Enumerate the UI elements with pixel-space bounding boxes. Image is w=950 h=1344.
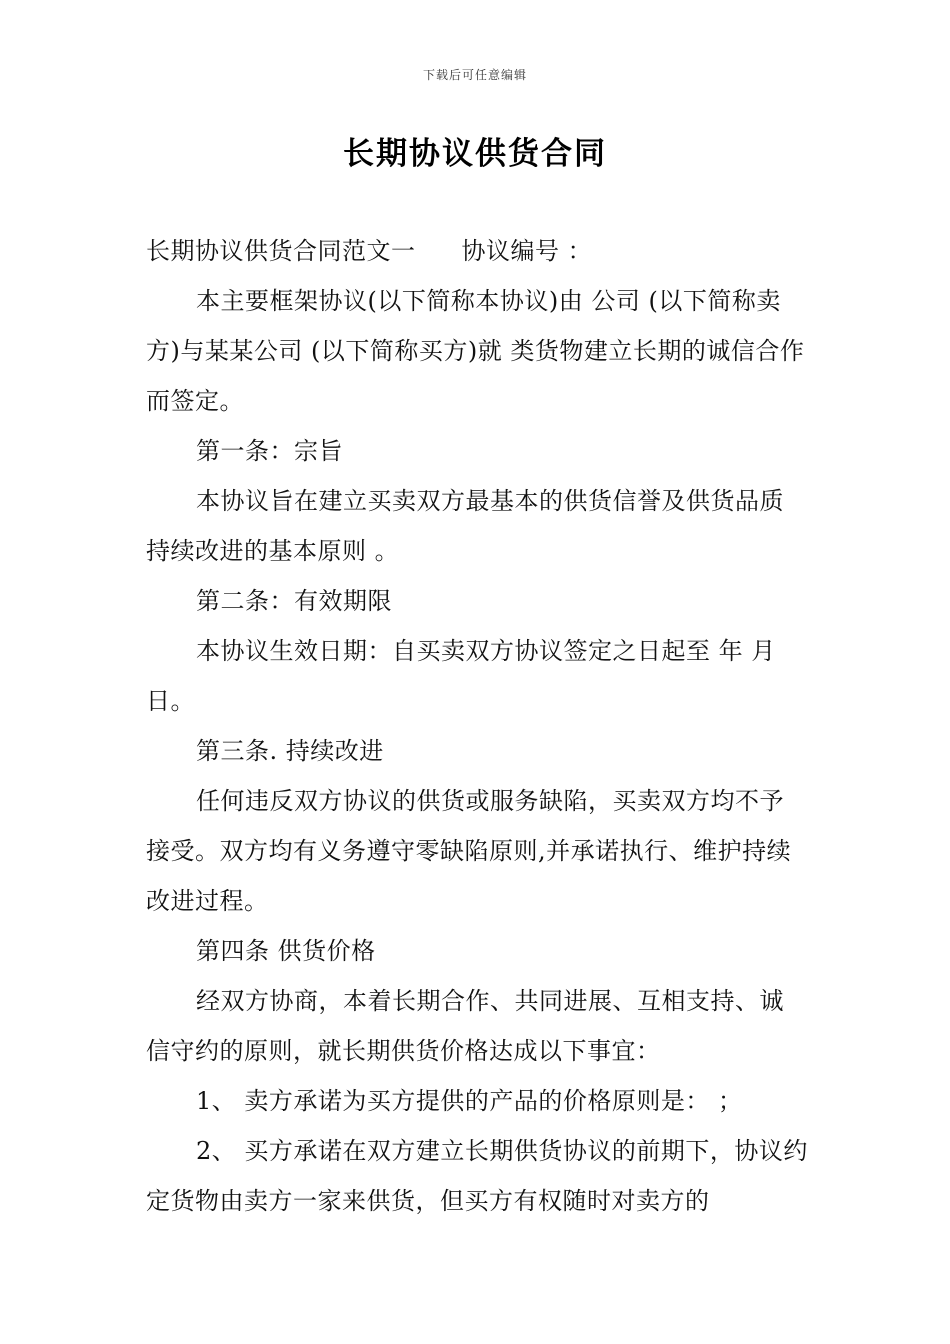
sample-label: 长期协议供货合同范文一	[146, 237, 416, 265]
article-4-heading: 第四条 供货价格	[196, 937, 376, 965]
article-3-heading: 第三条. 持续改进	[196, 737, 384, 765]
agreement-number-label: 协议编号 ：	[461, 237, 593, 265]
article-1-heading: 第一条：宗旨	[196, 437, 343, 465]
article-3-text: 任何违反双方协议的供货或服务缺陷，买卖双方均不予接受。双方均有义务遵守零缺陷原则,并承诺执行、维护持续改进过程。	[146, 787, 792, 915]
article-4-item-1: 1、 卖方承诺为买方提供的产品的价格原则是： ；	[196, 1087, 743, 1115]
article-4-text: 经双方协商，本着长期合作、共同进展、互相支持、诚信守约的原则，就长期供货价格达成以下事宜：	[146, 987, 784, 1065]
article-2-text: 本协议生效日期：自买卖双方协议签定之日起至 年 月 日。	[146, 637, 776, 715]
paragraph-preamble: 本主要框架协议(以下简称本协议)由 公司 (以下简称卖方)与某某公司 (以下简称买方)就 类货物建立长期的诚信合作而签定。	[146, 287, 805, 415]
header-note: 下载后可任意编辑	[422, 68, 527, 82]
document-body	[146, 226, 808, 1226]
article-4-item-2: 2、 买方承诺在双方建立长期供货协议的前期下，协议约定货物由卖方一家来供货，但买方有权随时对卖方的	[146, 1137, 808, 1215]
intro-line	[146, 226, 808, 276]
article-2-heading: 第二条：有效期限	[196, 587, 392, 615]
article-1-text: 本协议旨在建立买卖双方最基本的供货信誉及供货品质持续改进的基本原则 。	[146, 487, 784, 565]
document-title: 长期协议供货合同	[343, 136, 607, 172]
